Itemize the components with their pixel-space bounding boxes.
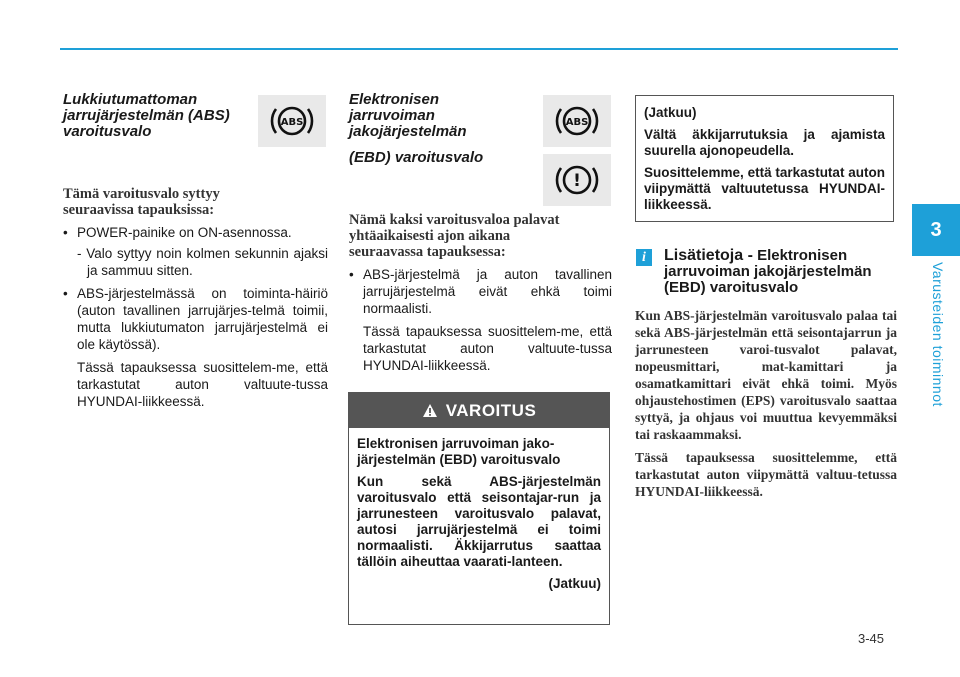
info-para-1: Kun ABS-järjestelmän varoitusvalo palaa tai sekä ABS-järjestelmän että seisontajarrun ja jarrunesteen varoi-tusvalot palavat, nopeusmittari, mat-kamittari ja osamatkamittari eivät ehkä toimi. Myös ohjaustehostimen (EPS) varoitusvalo saattaa syttyä, ja ohjaus voi muuttua kevyemmäksi tai raskaammaksi.	[635, 308, 897, 442]
info-heading	[636, 248, 898, 296]
continued-para-2: Suosittelemme, että tarkastutat auton viipymättä valtuutetussa HYUNDAI-liikkeessä.	[644, 165, 885, 212]
warning-para-1: Elektronisen jarruvoiman jako-järjestelmän (EBD) varoitusvalo	[357, 436, 561, 467]
abs-heading: Lukkiutumattoman jarrujärjestelmän (ABS) varoitusvalo	[63, 91, 230, 140]
abs-warning-icon	[258, 95, 326, 147]
header-rule	[60, 48, 898, 50]
continued-warning-box	[635, 95, 894, 222]
abs-bullet-2: • ABS-järjestelmässä on toiminta-häiriö (auton tavallinen jarrujärjes-telmä toimii, mutta lukkiutumaton jarrujärjestelmä ei ole käytössä).	[63, 285, 328, 353]
warning-para-2: Kun sekä ABS-järjestelmän varoitusvalo että seisontajar-run ja jarrunesteen varoitusvalo palavat, autosi jarrujärjestelmä ei toimi normaalisti. Äkkijarrutus saattaa tällöin aiheuttaa vaarati-lanteen.	[357, 474, 601, 569]
ebd-bullet-1-para: Tässä tapauksessa suosittelem-me, että tarkastutat auton valtuute-tussa HYUNDAI-liikkeessä.	[363, 324, 612, 373]
brake-warning-icon	[543, 154, 611, 206]
abs-bullet-1-sub: - Valo syttyy noin kolmen sekunnin ajaksi ja sammuu sitten.	[77, 246, 328, 278]
abs-warning-icon-2	[543, 95, 611, 147]
warning-title: VAROITUS	[445, 400, 537, 420]
ebd-heading: Elektronisen jarruvoiman jakojärjestelmän (EBD) varoitusvalo	[349, 91, 484, 166]
continued-label: (Jatkuu)	[644, 105, 697, 120]
info-body	[635, 307, 897, 506]
warning-header	[349, 393, 609, 428]
chapter-title: Varusteiden toiminnot	[930, 262, 946, 407]
info-icon: i	[636, 249, 652, 266]
ebd-bullet-1: • ABS-järjestelmä ja auton tavallinen jarrujärjestelmä eivät ehkä toimi normaalisti.	[349, 266, 612, 317]
info-para-2: Tässä tapauksessa suosittelemme, että tarkastutat auton viipymättä valtuu-tetussa HYUNDAI-liikkeessä.	[635, 450, 897, 499]
chapter-number-tab: 3	[912, 204, 960, 256]
ebd-lead: Nämä kaksi varoitusvaloa palavat yhtäaikaisesti ajon aikana seuraavassa tapauksessa:	[349, 212, 560, 260]
warning-triangle-icon	[422, 403, 438, 418]
abs-bullet-1: • POWER-painike on ON-asennossa.	[63, 224, 328, 241]
svg-text:!: !	[573, 171, 581, 191]
svg-text:ABS: ABS	[280, 117, 304, 128]
info-title-rest: Elektronisen jarruvoiman jakojärjestelmän (EBD) varoitusvalo	[664, 247, 872, 296]
continued-para-1: Vältä äkkijarrutuksia ja ajamista suurella ajonopeudella.	[644, 127, 885, 158]
abs-bullet-2-para: Tässä tapauksessa suosittelem-me, että tarkastutat auton valtuute-tussa HYUNDAI-liikkeessä.	[77, 360, 328, 409]
warning-continued: (Jatkuu)	[548, 576, 601, 591]
warning-box	[348, 392, 610, 625]
svg-text:ABS: ABS	[565, 117, 589, 128]
page-number: 3-45	[858, 631, 885, 646]
info-title-prefix: Lisätietoja -	[664, 247, 753, 264]
abs-lead: Tämä varoitusvalo syttyy seuraavissa tapauksissa:	[63, 186, 220, 218]
